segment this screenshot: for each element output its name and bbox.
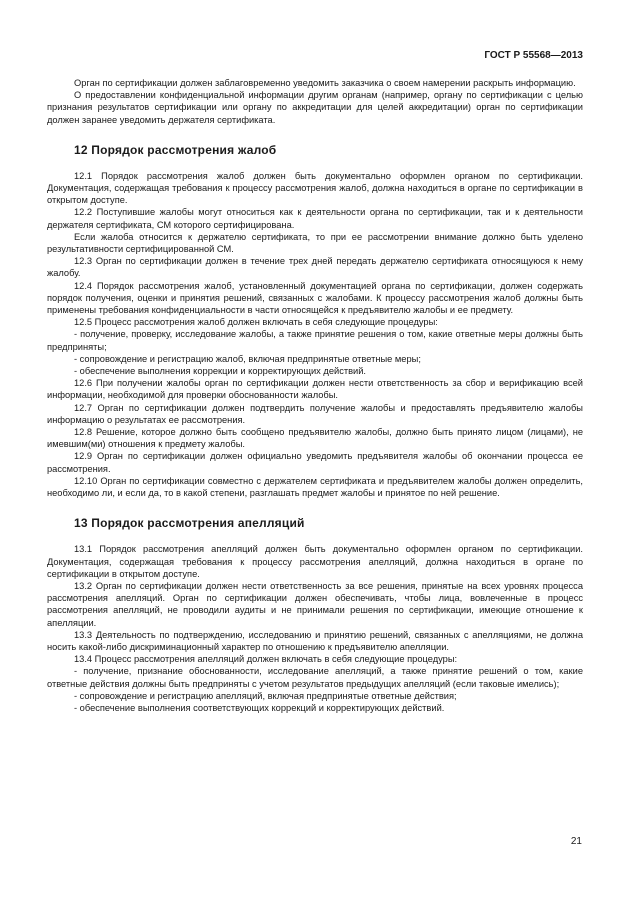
paragraph: 12.1 Порядок рассмотрения жалоб должен быть документально оформлен органом по сертификации. Документация, содержащая требования к процессу рассмотрения жалоб, должна находиться в органе по сертификации в открытом доступе. bbox=[47, 170, 583, 206]
list-item: - получение, проверку, исследование жалобы, а также принятие решения о том, какие ответные меры должны быть предприняты; bbox=[47, 329, 583, 352]
paragraph: 12.4 Порядок рассмотрения жалоб, установленный документацией органа по сертификации, должен содержать порядок получения, оценки и принятия решений, связанных с жалобами. К процессу рассмотрения жалоб должны быть применены требования конфиденциальности в части относящейся к предъявителю жалобы и ее предмету. bbox=[47, 280, 583, 316]
paragraph: 12.2 Поступившие жалобы могут относиться как к деятельности органа по сертификации, так и к деятельности держателя сертификата, СМ которого сертифицирована. bbox=[47, 207, 583, 230]
paragraph: 12.5 Процесс рассмотрения жалоб должен включать в себя следующие процедуры: bbox=[74, 317, 438, 328]
paragraph: 13.1 Порядок рассмотрения апелляций должен быть документально оформлен органом по сертификации. Документация, содержащая требования к процессу рассмотрения апелляций, должна находиться в органе по сертификации в открытом доступе. bbox=[47, 544, 583, 579]
list-item: - обеспечение выполнения соответствующих коррекций и корректирующих действий. bbox=[74, 702, 445, 713]
list-item: - сопровождение и регистрацию апелляций, включая предпринятые ответные действия; bbox=[74, 690, 457, 701]
paragraph: 12.6 При получении жалобы орган по сертификации должен нести ответственность за сбор и верификацию всей информации, необходимой для проверки обоснованности жалобы. bbox=[47, 378, 583, 401]
paragraph: 12.3 Орган по сертификации должен в течение трех дней передать держателю сертификата относящуюся к нему жалобу. bbox=[47, 256, 583, 279]
document-header: ГОСТ Р 55568—2013 bbox=[484, 50, 583, 61]
paragraph: 13.4 Процесс рассмотрения апелляций должен включать в себя следующие процедуры: bbox=[74, 654, 458, 665]
list-item: - получение, признание обоснованности, исследование апелляций, а также принятие решений о том, какие ответные действия должны быть предприняты с учетом результатов предыдущих апелляций (если таковые имелись); bbox=[47, 666, 583, 689]
paragraph: 13.2 Орган по сертификации должен нести ответственность за все решения, принятые на всех уровнях процесса рассмотрения апелляций. Орган по сертификации должен обеспечивать, чтобы лица, вовлеченные в процесс рассмотрения апелляций, не проводили аудиты и не принимали решения по сертификации, имеющие отношение к апелляции. bbox=[47, 580, 583, 628]
paragraph: Если жалоба относится к держателю сертификата, то при ее рассмотрении внимание должно быть уделено результативности сертифицированной СМ. bbox=[47, 231, 583, 255]
paragraph: 12.9 Орган по сертификации должен официально уведомить предъявителя жалобы об окончании процесса ее рассмотрения. bbox=[47, 451, 583, 474]
page-number: 21 bbox=[570, 836, 582, 847]
section-13-title: 13 Порядок рассмотрения апелляций bbox=[74, 516, 305, 531]
paragraph: 12.7 Орган по сертификации должен подтвердить получение жалобы и предоставлять предъявителю жалобы информацию о результатах ее рассмотрения. bbox=[47, 402, 583, 425]
section-12-title: 12 Порядок рассмотрения жалоб bbox=[74, 142, 277, 157]
list-item: - обеспечение выполнения коррекции и корректирующих действий. bbox=[74, 366, 367, 377]
paragraph: 12.8 Решение, которое должно быть сообщено предъявителю жалобы, должно быть принято лицом (лицами), не имевшим(ми) отношения к предмету жалобы. bbox=[47, 427, 583, 450]
list-item: - сопровождение и регистрацию жалоб, включая предпринятые ответные меры; bbox=[74, 353, 421, 364]
document-body bbox=[47, 77, 583, 714]
paragraph: 12.10 Орган по сертификации совместно с держателем сертификата и предъявителем жалобы должен определить, необходимо ли, и если да, то в какой степени, разглашать предмет жалобы и принятое по ней решение. bbox=[47, 475, 583, 499]
paragraph: Орган по сертификации должен заблаговременно уведомить заказчика о своем намерении раскрыть информацию. bbox=[74, 78, 576, 88]
paragraph: О предоставлении конфиденциальной информации другим органам (например, органу по сертификации с целью признания результатов сертификации или органу по аккредитации для целей аккредитации) орган по сертификации должен заранее уведомить держателя сертификата. bbox=[47, 90, 583, 125]
paragraph: 13.3 Деятельность по подтверждению, исследованию и принятию решений, связанных с апелляциями, не должна носить какой-либо дискриминационный характер по отношению к предъявителю апелляции. bbox=[47, 629, 583, 652]
